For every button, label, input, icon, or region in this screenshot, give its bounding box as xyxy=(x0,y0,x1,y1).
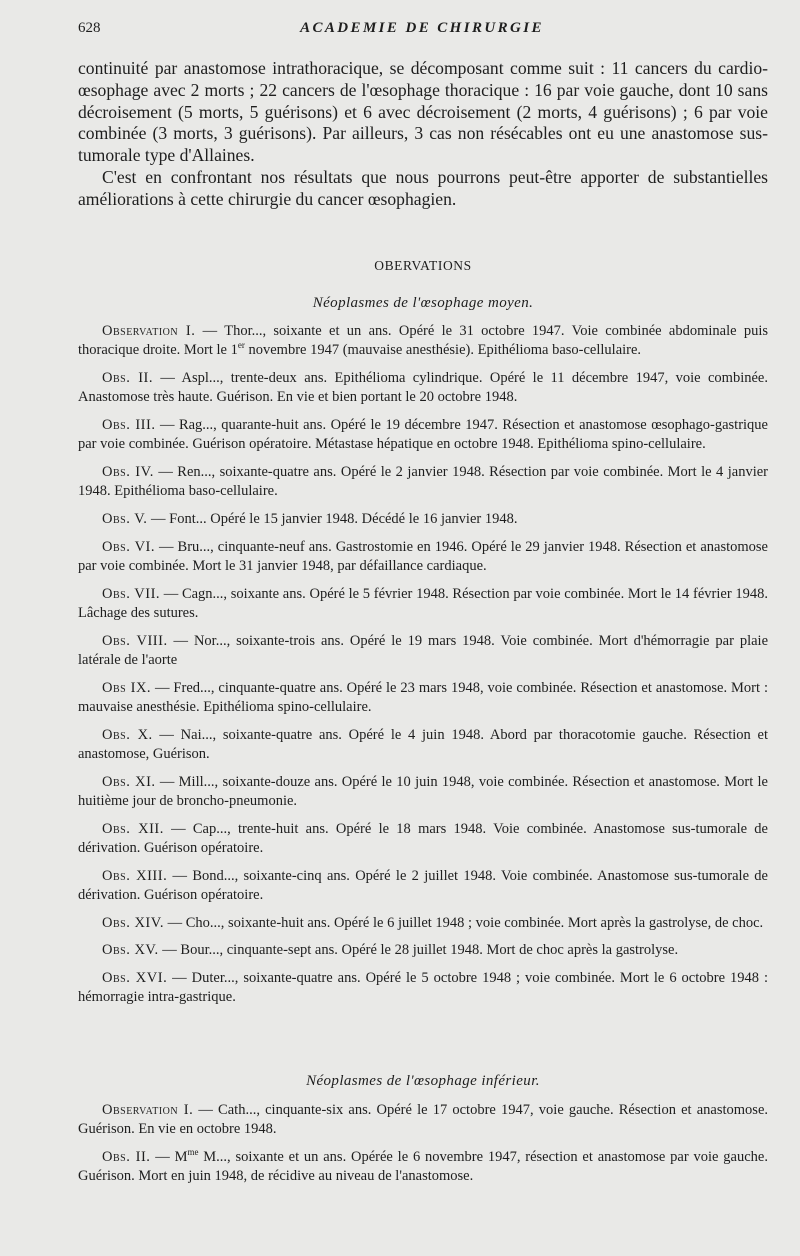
observation-entry xyxy=(78,1101,768,1140)
observation-text: — Nai..., soixante-quatre ans. Opéré le 4 juin 1948. Abord par thoracotomie gauche. Résection et anastomose, Guérison. xyxy=(78,726,768,762)
observation-entry xyxy=(78,1148,768,1187)
intro-paragraph-1: continuité par anastomose intrathoracique, se décomposant comme suit : 11 cancers du cardio-œsophage avec 2 morts ; 22 cancers de l'œsophage thoracique : 16 par voie gauche, dont 10 sans décroisement (5 morts, 5 guérisons) et 6 avec décroisement (2 morts, 4 guérisons) ; 6 par voie combinée (3 morts, 3 guérisons). Par ailleurs, 3 cas non résécables ont eu une anastomose sus-tumorale type d'Allaines. xyxy=(78,58,768,166)
observation-entry xyxy=(78,463,768,502)
observation-text: — Font... Opéré le 15 janvier 1948. Décédé le 16 janvier 1948. xyxy=(147,510,518,527)
observation-text: — Thor..., soixante et un ans. Opéré le 31 octobre 1947. Voie combinée abdominale puis thoracique droite. Mort le 1er novembre 1947 (mauvaise anesthésie). Epithélioma baso-cellulaire. xyxy=(78,323,769,359)
observation-text: — Bru..., cinquante-neuf ans. Gastrostomie en 1946. Opéré le 29 janvier 1948. Résection et anastomose par voie combinée. Mort le 31 janvier 1948, par défaillance cardiaque. xyxy=(78,538,768,574)
observation-text: — Cath..., cinquante-six ans. Opéré le 17 octobre 1947, voie gauche. Résection et anastomose. Guérison. En vie en octobre 1948. xyxy=(78,1102,769,1138)
section-lower-esophagus xyxy=(78,1101,768,1195)
observation-label: Observation I. xyxy=(102,1102,194,1118)
running-title: ACADEMIE DE CHIRURGIE xyxy=(300,20,544,36)
observation-entry xyxy=(78,632,768,671)
observation-text: — Bour..., cinquante-sept ans. Opéré le 28 juillet 1948. Mort de choc après la gastrolyse. xyxy=(158,942,679,959)
observation-label: Obs. XVI. xyxy=(102,969,168,986)
observation-entry xyxy=(78,369,768,408)
observation-label: Obs. II. xyxy=(102,1148,151,1165)
observation-text: — Ren..., soixante-quatre ans. Opéré le 2 janvier 1948. Résection par voie combinée. Mort le 4 janvier 1948. Epithélioma baso-cellulaire. xyxy=(78,463,769,500)
observation-entry xyxy=(78,914,768,933)
observation-label: Obs. IV. xyxy=(102,463,154,480)
observation-text: — Duter..., soixante-quatre ans. Opéré le 5 octobre 1948 ; voie combinée. Mort le 6 octobre 1948 : hémorragie intra-gastrique. xyxy=(78,969,768,1006)
observation-text: — Bond..., soixante-cinq ans. Opéré le 2 juillet 1948. Voie combinée. Anastomose sus-tumorale de dérivation. Guérison opératoire. xyxy=(78,867,768,903)
intro-paragraph-2: C'est en confrontant nos résultats que nous pourrons peut-être apporter de substantielles améliorations à cette chirurgie du cancer œsophagien. xyxy=(78,166,768,209)
observation-text: — $M^{me}$ M..., soixante et un ans. Opérée le 6 novembre 1947, résection et anastomose par voie gauche. Guérison. Mort en juin 1948, de récidive au niveau de l'anastomose. xyxy=(78,1147,768,1185)
observation-label: Obs IX. xyxy=(102,679,152,696)
observation-entry xyxy=(78,867,768,906)
page-number: 628 xyxy=(78,20,101,36)
observations-title: OBERVATIONS xyxy=(374,258,472,273)
observation-label: Obs. VIII. xyxy=(102,632,168,649)
section-middle-esophagus xyxy=(78,322,768,1016)
observation-entry xyxy=(78,969,768,1008)
observation-entry xyxy=(78,322,768,361)
page-header xyxy=(78,20,766,44)
section-heading-lower-esophagus: Néoplasmes de l'œsophage inférieur. xyxy=(306,1073,540,1089)
observation-text: — Mill..., soixante-douze ans. Opéré le 10 juin 1948, voie combinée. Résection et anastomose. Mort le huitième jour de broncho-pneumonie. xyxy=(78,773,768,809)
observation-text: — Rag..., quarante-huit ans. Opéré le 19 décembre 1947. Résection et anastomose œsophago-gastrique par voie combinée. Guérison opératoire. Métastase hépatique en octobre 1948. Epithélioma spino-cellulaire. xyxy=(78,416,768,453)
observation-label: Obs. II. xyxy=(102,369,154,386)
observation-text: — Cagn..., soixante ans. Opéré le 5 février 1948. Résection par voie combinée. Mort le 14 février 1948. Lâchage des sutures. xyxy=(78,585,768,621)
observation-label: Obs. XV. xyxy=(102,942,159,959)
observation-label: Obs. XIV. xyxy=(102,914,164,931)
observation-label: Observation I. xyxy=(102,323,196,339)
observation-label: Obs. V. xyxy=(102,510,148,527)
observation-label: Obs. XIII. xyxy=(102,867,168,884)
observation-entry xyxy=(78,941,768,960)
observation-label: Obs. III. xyxy=(102,416,156,433)
observation-entry xyxy=(78,773,768,812)
observation-entry xyxy=(78,679,768,718)
observation-label: Obs. VI. xyxy=(102,538,155,555)
observation-text: — Fred..., cinquante-quatre ans. Opéré le 23 mars 1948, voie combinée. Résection et anastomose. Mort : mauvaise anesthésie. Epithélioma spino-cellulaire. xyxy=(78,679,768,715)
observation-label: Obs. XII. xyxy=(102,820,164,837)
observation-text: — Cap..., trente-huit ans. Opéré le 18 mars 1948. Voie combinée. Anastomose sus-tumorale de dérivation. Guérison opératoire. xyxy=(78,820,768,856)
observation-entry xyxy=(78,820,768,859)
observation-entry xyxy=(78,510,768,529)
observation-text: — Nor..., soixante-trois ans. Opéré le 19 mars 1948. Voie combinée. Mort d'hémorragie par plaie latérale de l'aorte xyxy=(78,632,769,668)
observation-label: Obs. XI. xyxy=(102,773,156,790)
observation-text: — Cho..., soixante-huit ans. Opéré le 6 juillet 1948 ; voie combinée. Mort après la gastrolyse, de choc. xyxy=(163,914,764,931)
section-heading-middle-esophagus: Néoplasmes de l'œsophage moyen. xyxy=(312,295,534,311)
observation-entry xyxy=(78,538,768,577)
observation-entry xyxy=(78,726,768,765)
observation-label: Obs. VII. xyxy=(102,585,161,602)
observation-entry xyxy=(78,416,768,455)
observation-entry xyxy=(78,585,768,624)
observation-text: — Aspl..., trente-deux ans. Epithélioma cylindrique. Opéré le 11 décembre 1947, voie combinée. Anastomose très haute. Guérison. En vie et bien portant le 20 octobre 1948. xyxy=(78,369,768,406)
observation-label: Obs. X. xyxy=(102,726,153,743)
intro-text xyxy=(78,58,768,211)
